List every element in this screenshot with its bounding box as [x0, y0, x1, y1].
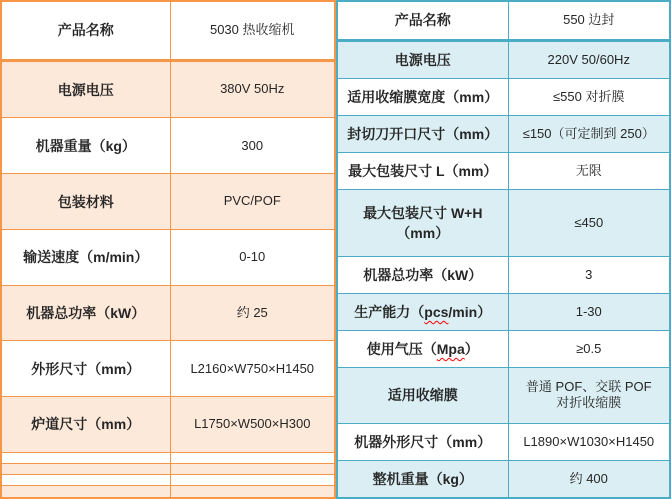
spec-label-cell: 适用收缩膜 [337, 368, 508, 424]
table-row [337, 423, 670, 460]
spec-value-cell: 300 [170, 118, 335, 174]
spec-value-cell: 220V 50/60Hz [508, 40, 670, 79]
spec-label-cell: 包装材料 [1, 174, 170, 230]
spec-label-cell: 产品名称 [337, 1, 508, 40]
spec-label-cell: 外形尺寸（mm） [1, 341, 170, 397]
spec-label-cell: 输送速度（m/min） [1, 229, 170, 285]
table-row [337, 40, 670, 79]
table-row [1, 452, 335, 463]
table-row [337, 79, 670, 116]
spec-label-cell: 整机重量（kg） [337, 460, 508, 498]
spec-label-cell: 最大包装尺寸 L（mm） [337, 153, 508, 190]
spec-value-cell: L1890×W1030×H1450 [508, 423, 670, 460]
spec-label-cell: 机器外形尺寸（mm） [337, 423, 508, 460]
spec-value-cell: ≤450 [508, 190, 670, 257]
spec-value-cell: ≥0.5 [508, 331, 670, 368]
spec-label-cell [1, 463, 170, 474]
spec-value-cell [170, 463, 335, 474]
table-row [1, 397, 335, 453]
spec-value-cell: 550 边封 [508, 1, 670, 40]
spec-label-cell: 最大包装尺寸 W+H（mm） [337, 190, 508, 257]
spec-label-cell: 适用收缩膜宽度（mm） [337, 79, 508, 116]
spec-label-text: ） [464, 341, 479, 358]
spec-value-cell: 约 25 [170, 285, 335, 341]
spec-value-cell: 5030 热收缩机 [170, 1, 335, 60]
table-row [1, 1, 335, 60]
spec-value-cell [170, 486, 335, 498]
spec-value-cell: 3 [508, 257, 670, 294]
spec-value-cell [508, 368, 670, 424]
table-row [337, 368, 670, 424]
spec-label-cell: 机器重量（kg） [1, 118, 170, 174]
spec-label-cell: 电源电压 [1, 60, 170, 118]
spec-label-text: 生产能力（ [354, 304, 425, 321]
spec-label-cell [1, 452, 170, 463]
spec-label-cell [337, 331, 508, 368]
table-row [337, 116, 670, 153]
table-row [337, 294, 670, 331]
spec-value-line1: 普通 POF、交联 POF [525, 379, 652, 395]
spec-label-cell: 封切刀开口尺寸（mm） [337, 116, 508, 153]
table-row [1, 118, 335, 174]
spec-label-cell [337, 294, 508, 331]
spec-value-cell: 1-30 [508, 294, 670, 331]
table-row [1, 486, 335, 498]
spellcheck-wavy-text: pcs [424, 304, 449, 321]
table-row [1, 229, 335, 285]
spec-value-cell: 约 400 [508, 460, 670, 498]
table-row [337, 1, 670, 40]
spec-label-cell: 产品名称 [1, 1, 170, 60]
table-row [1, 285, 335, 341]
spec-label-cell: 炉道尺寸（mm） [1, 397, 170, 453]
spec-value-line2: 对折收缩膜 [556, 395, 622, 411]
spec-value-cell: 380V 50Hz [170, 60, 335, 118]
table-row [337, 257, 670, 294]
spec-value-cell: L2160×W750×H1450 [170, 341, 335, 397]
spec-value-cell: PVC/POF [170, 174, 335, 230]
table-row [1, 341, 335, 397]
spec-label-text: /min） [448, 304, 492, 321]
spec-value-cell: ≤550 对折膜 [508, 79, 670, 116]
table-row [1, 463, 335, 474]
spec-value-cell: L1750×W500×H300 [170, 397, 335, 453]
right-spec-table [336, 0, 671, 499]
table-row [337, 331, 670, 368]
spec-label-cell [1, 474, 170, 485]
spec-value-cell [170, 452, 335, 463]
table-row [1, 60, 335, 118]
spec-label-cell: 机器总功率（kW） [1, 285, 170, 341]
spec-label-text: 使用气压（ [366, 341, 437, 358]
table-row [337, 460, 670, 498]
table-row [337, 153, 670, 190]
spec-value-cell: 0-10 [170, 229, 335, 285]
spec-label-cell: 电源电压 [337, 40, 508, 79]
spellcheck-wavy-text: Mpa [436, 341, 465, 358]
table-row [1, 174, 335, 230]
spec-label-cell: 机器总功率（kW） [337, 257, 508, 294]
spec-label-cell [1, 486, 170, 498]
spec-value-cell: ≤150（可定制到 250） [508, 116, 670, 153]
spec-value-cell: 无限 [508, 153, 670, 190]
table-row [337, 190, 670, 257]
table-row [1, 474, 335, 485]
spec-value-cell [170, 474, 335, 485]
